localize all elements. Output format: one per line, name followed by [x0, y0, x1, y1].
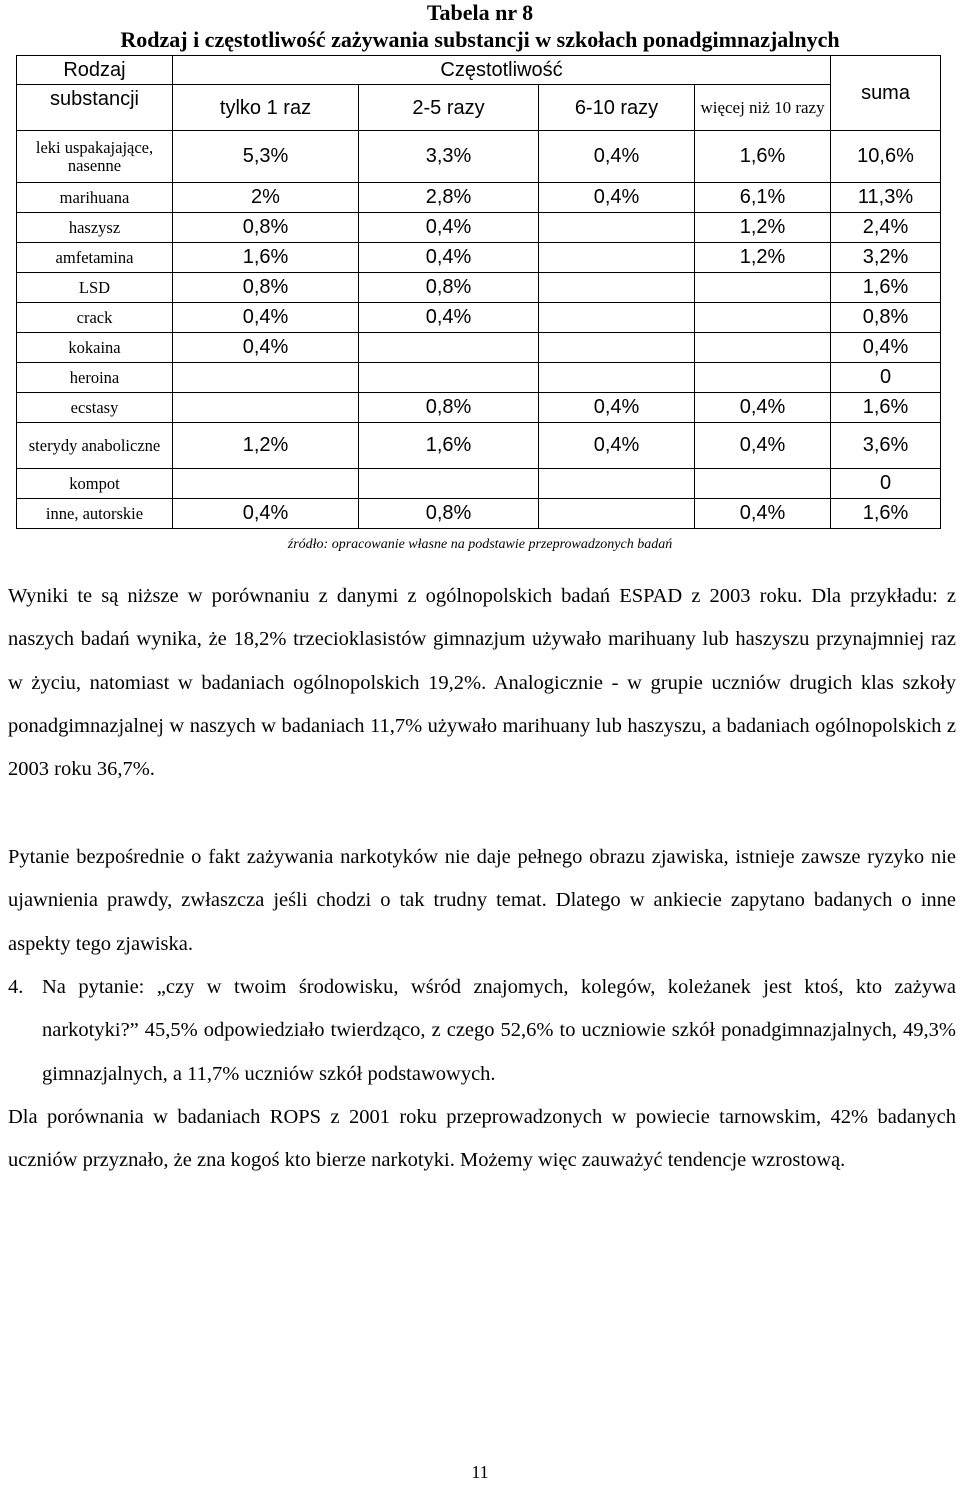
page-number: 11 — [471, 1462, 489, 1482]
paragraph-espad-comparison: Wyniki te są niższe w porównaniu z danymi z ogólnopolskich badań ESPAD z 2003 roku. Dla przykładu: z naszych badań wynika, że 18,2% trzecioklasistów gimnazjum używało marihuany lub haszyszu przynajmniej raz w życiu, natomiast w badaniach ogólnopolskich 19,2%. Analogicznie - w grupie uczniów drugich klas szkoły ponadgimnazjalnej w naszych w badaniach 11,7% używało marihuany lub haszyszu, a badaniach ogólnopolskich z 2003 roku 36,7%. — [8, 585, 956, 781]
cell-frequency-value: 0,4% — [173, 499, 359, 529]
cell-frequency-value — [359, 363, 539, 393]
row-substance-label: sterydy anaboliczne — [17, 423, 173, 469]
cell-frequency-value: 0,8% — [359, 273, 539, 303]
header-col-6-10-razy: 6-10 razy — [539, 85, 695, 131]
table-row — [17, 423, 941, 469]
header-rodzaj: Rodzaj — [17, 56, 173, 85]
cell-frequency-value: 0,8% — [359, 499, 539, 529]
table-row — [17, 333, 941, 363]
cell-sum-value: 0,8% — [831, 303, 941, 333]
cell-sum-value: 2,4% — [831, 213, 941, 243]
cell-sum-value: 0 — [831, 363, 941, 393]
table-label: Tabela nr 8 — [426, 0, 534, 25]
row-substance-label: kokaina — [17, 333, 173, 363]
cell-frequency-value — [539, 499, 695, 529]
cell-sum-value: 1,6% — [831, 273, 941, 303]
cell-frequency-value: 1,2% — [695, 213, 831, 243]
cell-sum-value: 11,3% — [831, 183, 941, 213]
cell-frequency-value — [173, 393, 359, 423]
header-suma: suma — [831, 56, 941, 131]
cell-frequency-value — [539, 469, 695, 499]
cell-sum-value: 3,6% — [831, 423, 941, 469]
table-row — [17, 273, 941, 303]
cell-sum-value: 0 — [831, 469, 941, 499]
paragraph-question-4-text: Na pytanie: „czy w twoim środowisku, wśród znajomych, kolegów, koleżanek jest ktoś, kto zażywa narkotyki?” 45,5% odpowiedziało twierdząco, z czego 52,6% to uczniowie szkół ponadgimnazjalnych, 49,3% gimnazjalnych, a 11,7% uczniów szkół podstawowych. — [42, 976, 956, 1085]
cell-frequency-value — [695, 273, 831, 303]
cell-frequency-value: 2,8% — [359, 183, 539, 213]
cell-frequency-value: 0,4% — [359, 243, 539, 273]
cell-frequency-value: 0,4% — [359, 303, 539, 333]
cell-frequency-value — [359, 469, 539, 499]
cell-frequency-value: 5,3% — [173, 131, 359, 183]
cell-frequency-value: 0,4% — [695, 499, 831, 529]
cell-sum-value: 10,6% — [831, 131, 941, 183]
cell-frequency-value: 2% — [173, 183, 359, 213]
header-col-wiecej-niz-10: więcej niż 10 razy — [695, 85, 831, 131]
cell-frequency-value: 0,8% — [173, 273, 359, 303]
row-substance-label: kompot — [17, 469, 173, 499]
cell-sum-value: 1,6% — [831, 393, 941, 423]
cell-frequency-value: 1,2% — [695, 243, 831, 273]
list-number: 4. — [8, 976, 24, 998]
table-row — [17, 363, 941, 393]
table-row — [17, 469, 941, 499]
cell-frequency-value — [539, 213, 695, 243]
paragraph-direct-question: Pytanie bezpośrednie o fakt zażywania narkotyków nie daje pełnego obrazu zjawiska, istnieje zawsze ryzyko nie ujawnienia prawdy, zwłaszcza jeśli chodzi o tak trudny temat. Dlatego w ankiecie zapytano badanych o inne aspekty tego zjawiska. — [8, 846, 956, 955]
substance-table — [16, 55, 941, 529]
cell-sum-value: 3,2% — [831, 243, 941, 273]
cell-sum-value: 1,6% — [831, 499, 941, 529]
cell-frequency-value: 1,6% — [359, 423, 539, 469]
cell-frequency-value: 0,8% — [173, 213, 359, 243]
row-substance-label: ecstasy — [17, 393, 173, 423]
cell-frequency-value: 3,3% — [359, 131, 539, 183]
table-row — [17, 131, 941, 183]
cell-frequency-value — [539, 273, 695, 303]
cell-frequency-value: 1,6% — [695, 131, 831, 183]
cell-frequency-value: 6,1% — [695, 183, 831, 213]
header-col-2-5-razy: 2-5 razy — [359, 85, 539, 131]
paragraph-question-4 — [8, 966, 956, 1096]
cell-frequency-value — [695, 363, 831, 393]
table-title: Rodzaj i częstotliwość zażywania substancji w szkołach ponadgimnazjalnych — [120, 27, 840, 52]
table-row — [17, 303, 941, 333]
cell-frequency-value: 0,8% — [359, 393, 539, 423]
cell-frequency-value: 0,4% — [173, 303, 359, 333]
cell-frequency-value — [359, 333, 539, 363]
header-czestotliwosc: Częstotliwość — [173, 56, 831, 85]
row-substance-label: heroina — [17, 363, 173, 393]
row-substance-label: leki uspakajające, nasenne — [17, 131, 173, 183]
cell-frequency-value — [539, 333, 695, 363]
cell-frequency-value: 0,4% — [539, 131, 695, 183]
cell-sum-value: 0,4% — [831, 333, 941, 363]
header-substancji: substancji — [17, 85, 173, 131]
table-row — [17, 183, 941, 213]
row-substance-label: LSD — [17, 273, 173, 303]
table-row — [17, 393, 941, 423]
table-body — [17, 131, 941, 529]
row-substance-label: inne, autorskie — [17, 499, 173, 529]
cell-frequency-value — [695, 333, 831, 363]
cell-frequency-value: 1,2% — [173, 423, 359, 469]
row-substance-label: crack — [17, 303, 173, 333]
row-substance-label: marihuana — [17, 183, 173, 213]
cell-frequency-value — [539, 303, 695, 333]
row-substance-label: amfetamina — [17, 243, 173, 273]
cell-frequency-value — [695, 303, 831, 333]
row-substance-label: haszysz — [17, 213, 173, 243]
cell-frequency-value: 1,6% — [173, 243, 359, 273]
table-row — [17, 499, 941, 529]
cell-frequency-value — [173, 469, 359, 499]
cell-frequency-value: 0,4% — [695, 393, 831, 423]
table-row — [17, 243, 941, 273]
cell-frequency-value: 0,4% — [539, 393, 695, 423]
cell-frequency-value: 0,4% — [539, 183, 695, 213]
table-row — [17, 213, 941, 243]
cell-frequency-value: 0,4% — [359, 213, 539, 243]
cell-frequency-value — [695, 469, 831, 499]
cell-frequency-value — [173, 363, 359, 393]
table-source-caption: źródło: opracowanie własne na podstawie przeprowadzonych badań — [287, 537, 673, 552]
cell-frequency-value: 0,4% — [695, 423, 831, 469]
cell-frequency-value: 0,4% — [173, 333, 359, 363]
cell-frequency-value — [539, 363, 695, 393]
paragraph-rops-comparison: Dla porównania w badaniach ROPS z 2001 roku przeprowadzonych w powiecie tarnowskim, 42% badanych uczniów przyznało, że zna kogoś kto bierze narkotyki. Możemy więc zauważyć tendencje wzrostową. — [8, 1106, 956, 1172]
header-col-tylko-1-raz: tylko 1 raz — [173, 85, 359, 131]
cell-frequency-value — [539, 243, 695, 273]
cell-frequency-value: 0,4% — [539, 423, 695, 469]
